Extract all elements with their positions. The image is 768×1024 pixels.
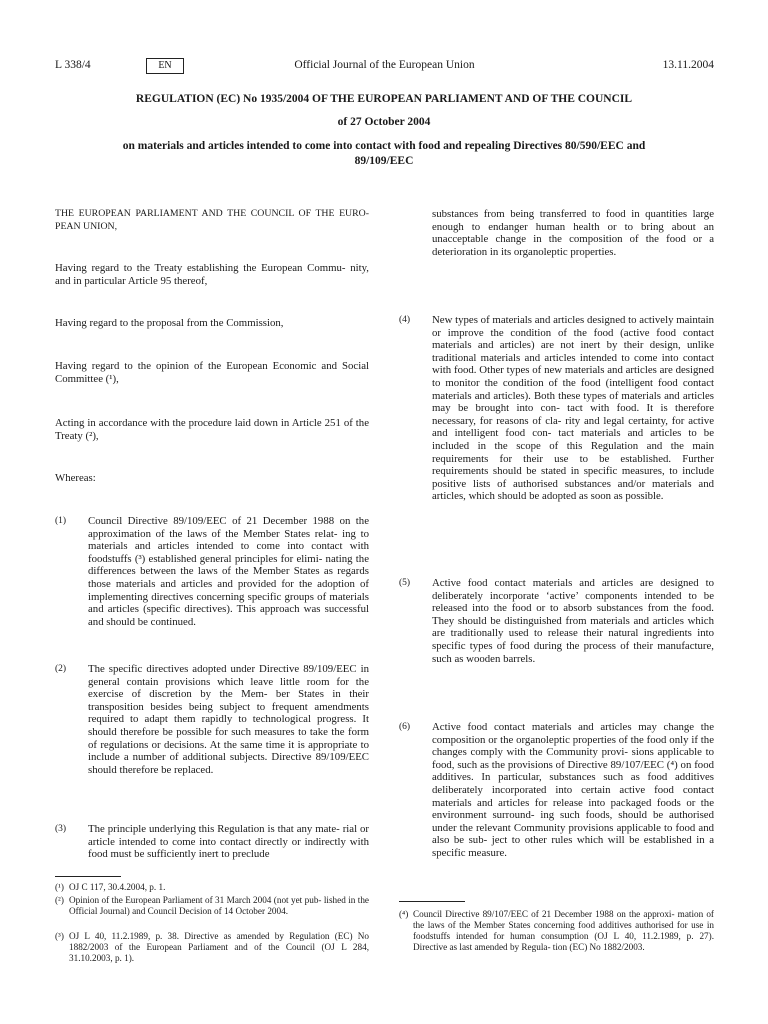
footnote-3: (³) OJ L 40, 11.2.1989, p. 38. Directive as amended by Regulation (EC) No 1882/2003 of the European Parliament and of the Council (OJ L 284, 31.10.2003, p. 1). — [55, 931, 369, 963]
recital-text: Active food contact materials and articles are designed to deliberately incorporate ‘active’ components intended to be released into the food or to absorb substances from the food. They should be distinguished from materials and articles which are traditionally used to release their natural ingredients into specific types of food during the process of their manufacture, such as wooden barrels. — [432, 577, 714, 665]
preamble-treaty: Having regard to the Treaty establishing the European Commu- nity, and in particular Article 95 thereof, — [55, 262, 369, 287]
recital-text: The principle underlying this Regulation is that any mate- rial or article intended to come into contact directly or indirectly with food must be sufficiently inert to preclude — [88, 823, 369, 861]
recital-text: Active food contact materials and articles may change the composition or the organoleptic properties of the food only if the changes comply with the Community provi- sions applicable to food, such as the provisions of Directive 89/107/EEC (⁴) on food additives. In particular, substances such as food additives deliberately incorporated into certain active food contact materials and articles for release into packaged foods or the environment surround- ing such foods, should be authorised under the relevant Community provisions applicable to food and also be sub- ject to other rules which will be established in a specific measure. — [432, 721, 714, 859]
preamble-opinion: Having regard to the opinion of the European Economic and Social Committee (¹), — [55, 360, 369, 385]
footnote-1: (¹) OJ C 117, 30.4.2004, p. 1. — [55, 882, 166, 892]
recital-2 — [55, 663, 369, 793]
recital-3-continued — [399, 208, 714, 260]
recital-3 — [55, 823, 369, 863]
preamble-institutions: THE EUROPEAN PARLIAMENT AND THE COUNCIL OF THE EURO- PEAN UNION, — [55, 208, 369, 232]
recital-number: (6) — [399, 722, 411, 732]
footnote-4: (⁴) Council Directive 89/107/EEC of 21 December 1988 on the approxi- mation of the laws of the Member States concerning food additives authorised for use in foodstuffs intended for human consumption (OJ L 40, 11.2.1989, p. 27). Directive as last amended by Regula- tion (EC) No 1882/2003. — [399, 909, 714, 952]
journal-title: Official Journal of the European Union — [294, 59, 475, 71]
preamble-whereas: Whereas: — [55, 472, 96, 484]
recital-text: substances from being transferred to food in quantities large enough to endanger human health or to bring about an unacceptable change in the composition of the food or a deterioration in its organoleptic properties. — [432, 208, 714, 258]
regulation-title — [60, 92, 708, 169]
recital-number: (1) — [55, 516, 67, 526]
preamble-proposal: Having regard to the proposal from the Commission, — [55, 317, 284, 329]
journal-header — [55, 59, 714, 75]
recital-number: (2) — [55, 664, 67, 674]
recital-number: (5) — [399, 578, 411, 588]
recital-text: Council Directive 89/109/EEC of 21 December 1988 on the approximation of the laws of the Member States relat- ing to materials and articles intended to come into contact with foodstuffs (³) established general principles for elimi- nating the differences between the laws of the Member States as regards those materials and articles and provided for the adoption of implementing directives concerning specific groups of materials and articles (specific directives). This approach was successful and should be continued. — [88, 515, 369, 628]
title-line-2: of 27 October 2004 — [337, 116, 431, 128]
footnote-separator — [55, 876, 121, 877]
recital-text: New types of materials and articles designed to actively maintain or improve the condition of the food (active food contact materials and articles) are not inert by their design, unlike traditional materials and articles intended to come into contact with food. Other types of new materials and articles are designed to monitor the condition of the food (intelligent food contact materials and articles). Both these types of materials and articles may be brought into con- tact with food. It is therefore necessary, for reasons of cla- rity and legal certainty, for active and intelligent food con- tact materials and articles to be included in the scope of this Regulation and the main requirements for their use to be established. Further requirements should be stated in specific measures, to include positive lists of authorised substances and/or materials and articles, which should be adopted as soon as possible. — [432, 314, 714, 503]
recital-number: (4) — [399, 315, 411, 325]
title-line-1: REGULATION (EC) No 1935/2004 OF THE EUROPEAN PARLIAMENT AND OF THE COUNCIL — [135, 93, 633, 105]
recital-1 — [55, 515, 369, 635]
publication-date: 13.11.2004 — [662, 59, 714, 71]
page-reference: L 338/4 — [55, 59, 91, 71]
language-badge: EN — [146, 58, 184, 74]
preamble-procedure: Acting in accordance with the procedure laid down in Article 251 of the Treaty (²), — [55, 417, 369, 442]
title-line-3: on materials and articles intended to come into contact with food and repealing Directives 80/590/EEC and 89/109/EEC — [122, 140, 646, 167]
recital-4 — [399, 314, 714, 529]
recital-text: The specific directives adopted under Directive 89/109/EEC in general contain provisions which leave little room for the exercise of discretion by the Mem- ber States in their transposition besides being subject to frequent amendments required to adapt them rapidly to technological progress. It should therefore be possible for such measures to take the form of regulations or decisions. At the same time it is appropriate to include a number of additional subjects. Directive 89/109/EEC should therefore be replaced. — [88, 663, 369, 776]
footnote-2: (²) Opinion of the European Parliament of 31 March 2004 (not yet pub- lished in the Official Journal) and Council Decision of 14 October 2004. — [55, 895, 369, 916]
recital-5 — [399, 577, 714, 672]
footnote-separator — [399, 901, 465, 902]
recital-6 — [399, 721, 714, 881]
recital-number: (3) — [55, 824, 67, 834]
